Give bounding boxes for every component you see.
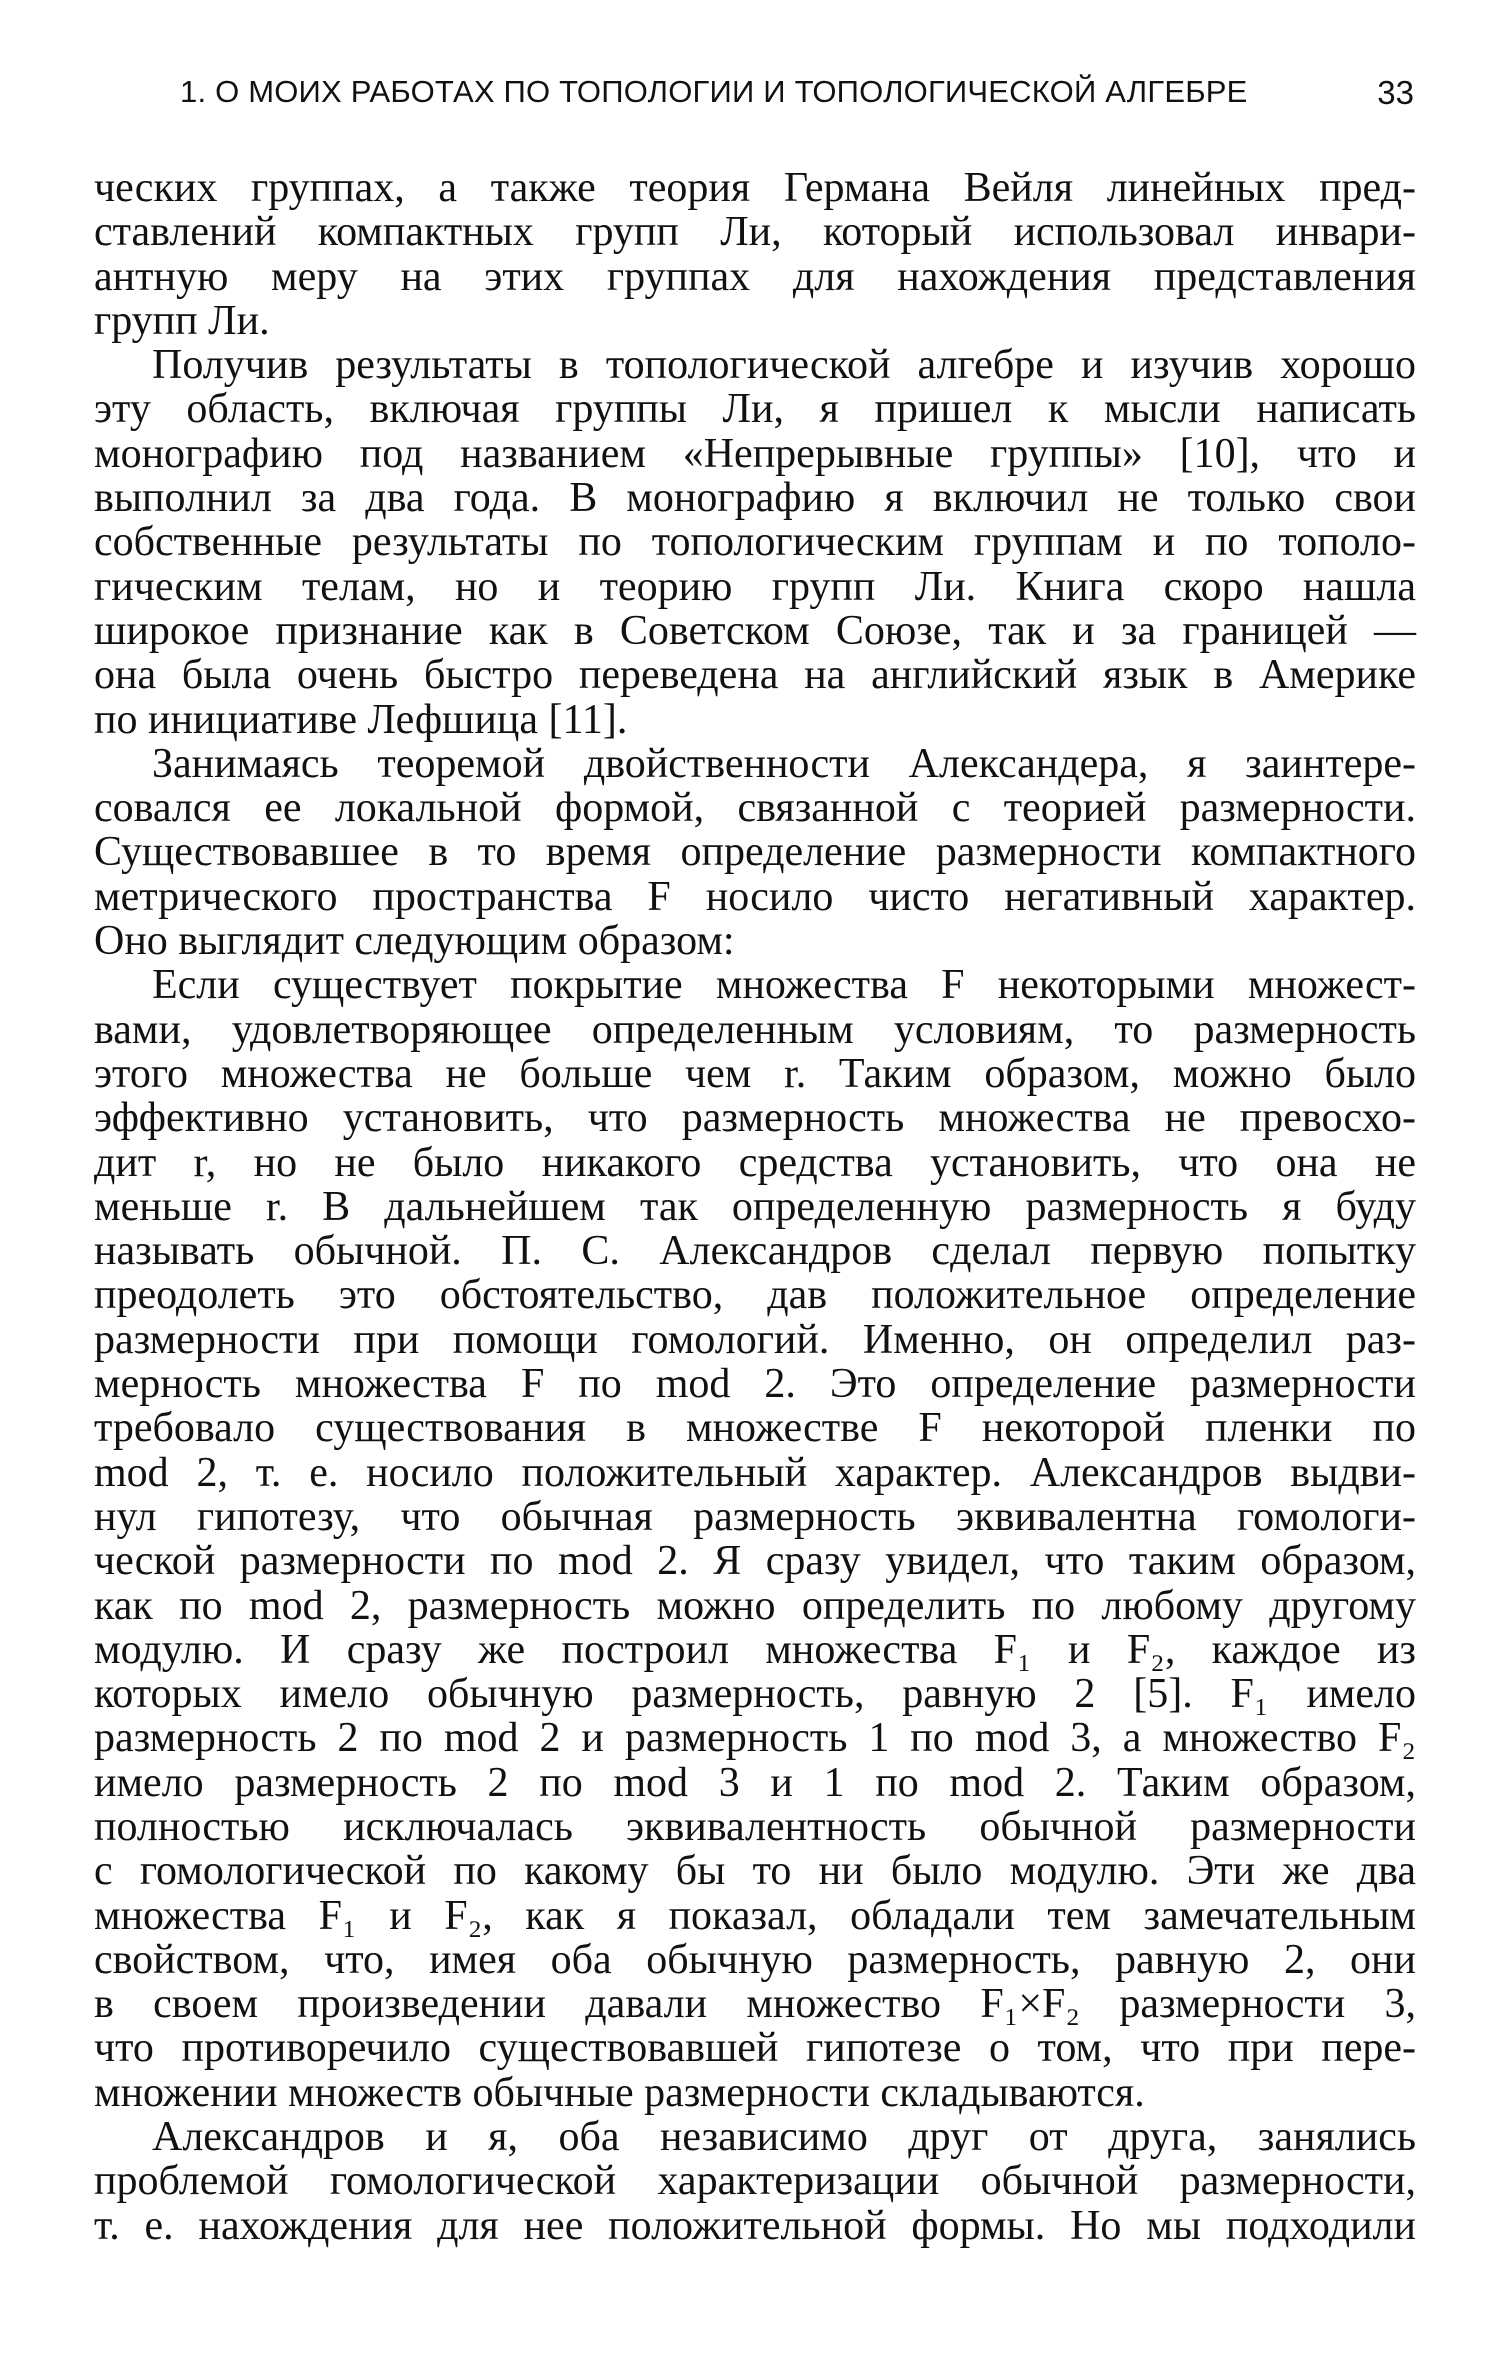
- text-line: свойством, что, имея оба обычную размерность, равную 2, они: [94, 1936, 1416, 1983]
- text-line: mod 2, т. е. носило положительный характер. Александров выдви-: [94, 1449, 1416, 1496]
- text-line: гическим телам, но и теорию групп Ли. Книга скоро нашла: [94, 563, 1416, 610]
- text-line: называть обычной. П. С. Александров сделал первую попытку: [94, 1228, 1416, 1275]
- text-line: полностью исключалась эквивалентность обычной размерности: [94, 1803, 1416, 1850]
- text-line: мерность множества F по mod 2. Это определение размерности: [94, 1361, 1416, 1408]
- text-line: с гомологической по какому бы то ни было модулю. Эти же два: [94, 1848, 1416, 1895]
- paragraph: [94, 963, 1416, 2115]
- text-line: Занимаясь теоремой двойственности Александера, я заинтере-: [152, 740, 1416, 787]
- text-line: метрического пространства F носило чисто негативный характер.: [94, 873, 1416, 920]
- text-line: требовало существования в множестве F некоторой пленки по: [94, 1405, 1416, 1452]
- text-line: меньше r. В дальнейшем так определенную размерность я буду: [94, 1183, 1416, 1230]
- text-line: вами, удовлетворяющее определенным условиям, то размерность: [94, 1006, 1416, 1053]
- paragraph: [94, 343, 1416, 742]
- text-line: Александров и я, оба независимо друг от друга, занялись: [152, 2114, 1416, 2161]
- paragraph: [94, 166, 1416, 343]
- text-line: Если существует покрытие множества F некоторыми множест-: [152, 962, 1416, 1009]
- text-line: монографию под названием «Непрерывные группы» [10], что и: [94, 430, 1416, 477]
- text-line: множении множеств обычные размерности складываются.: [94, 2069, 1145, 2116]
- text-line: т. е. нахождения для нее положительной формы. Но мы подходили: [94, 2202, 1416, 2249]
- text-line: ставлений компактных групп Ли, который использовал инвари-: [94, 209, 1416, 256]
- text-line: дит r, но не было никакого средства установить, что она не: [94, 1139, 1416, 1186]
- paragraph: [94, 2115, 1416, 2248]
- text-line: широкое признание как в Советском Союзе, так и за границей —: [94, 607, 1416, 654]
- text-line: эту область, включая группы Ли, я пришел к мысли написать: [94, 386, 1416, 433]
- text-line: Получив результаты в топологической алгебре и изучив хорошо: [152, 342, 1416, 389]
- text-line: в своем произведении давали множество F₁×F₂ размерности 3,: [94, 1981, 1416, 2028]
- text-line: модулю. И сразу же построил множества F₁ и F₂, каждое из: [94, 1626, 1416, 1673]
- text-line: собственные результаты по топологическим группам и по тополо-: [94, 519, 1416, 566]
- text-line: ческих группах, а также теория Германа Вейля линейных пред-: [94, 165, 1416, 211]
- running-title: 1. О МОИХ РАБОТАХ ПО ТОПОЛОГИИ И ТОПОЛОГИЧЕСКОЙ АЛГЕБРЕ: [180, 74, 1248, 109]
- text-line: размерности при помощи гомологий. Именно, он определил раз-: [94, 1316, 1416, 1363]
- text-line: как по mod 2, размерность можно определить по любому другому: [94, 1582, 1416, 1629]
- text-line: нул гипотезу, что обычная размерность эквивалентна гомологи-: [94, 1493, 1416, 1540]
- page-number: 33: [1377, 74, 1414, 111]
- paragraph: [94, 742, 1416, 963]
- text-line: выполнил за два года. В монографию я включил не только свои: [94, 475, 1416, 522]
- text-line: множества F₁ и F₂, как я показал, обладали тем замечательным: [94, 1892, 1416, 1939]
- page-header: [94, 68, 1414, 126]
- text-line: которых имело обычную размерность, равную 2 [5]. F₁ имело: [94, 1671, 1416, 1718]
- text-line: эффективно установить, что размерность множества не превосхо-: [94, 1095, 1416, 1142]
- text-line: проблемой гомологической характеризации обычной размерности,: [94, 2158, 1416, 2205]
- text-line: что противоречило существовавшей гипотезе о том, что при пере-: [94, 2025, 1416, 2072]
- text-line: имело размерность 2 по mod 3 и 1 по mod 2. Таким образом,: [94, 1759, 1416, 1806]
- text-line: совался ее локальной формой, связанной с теорией размерности.: [94, 785, 1416, 832]
- text-line: размерность 2 по mod 2 и размерность 1 по mod 3, а множество F₂: [94, 1715, 1416, 1762]
- text-line: ческой размерности по mod 2. Я сразу увидел, что таким образом,: [94, 1538, 1416, 1585]
- text-line: по инициативе Лефшица [11].: [94, 696, 628, 743]
- text-line: групп Ли.: [94, 297, 270, 344]
- text-line: Существовавшее в то время определение размерности компактного: [94, 829, 1416, 876]
- text-line: Оно выглядит следующим образом:: [94, 918, 735, 965]
- page-body: [94, 166, 1416, 2248]
- text-line: преодолеть это обстоятельство, дав положительное определение: [94, 1272, 1416, 1319]
- text-line: этого множества не больше чем r. Таким образом, можно было: [94, 1050, 1416, 1097]
- text-line: антную меру на этих группах для нахождения представления: [94, 253, 1416, 300]
- text-line: она была очень быстро переведена на английский язык в Америке: [94, 652, 1416, 699]
